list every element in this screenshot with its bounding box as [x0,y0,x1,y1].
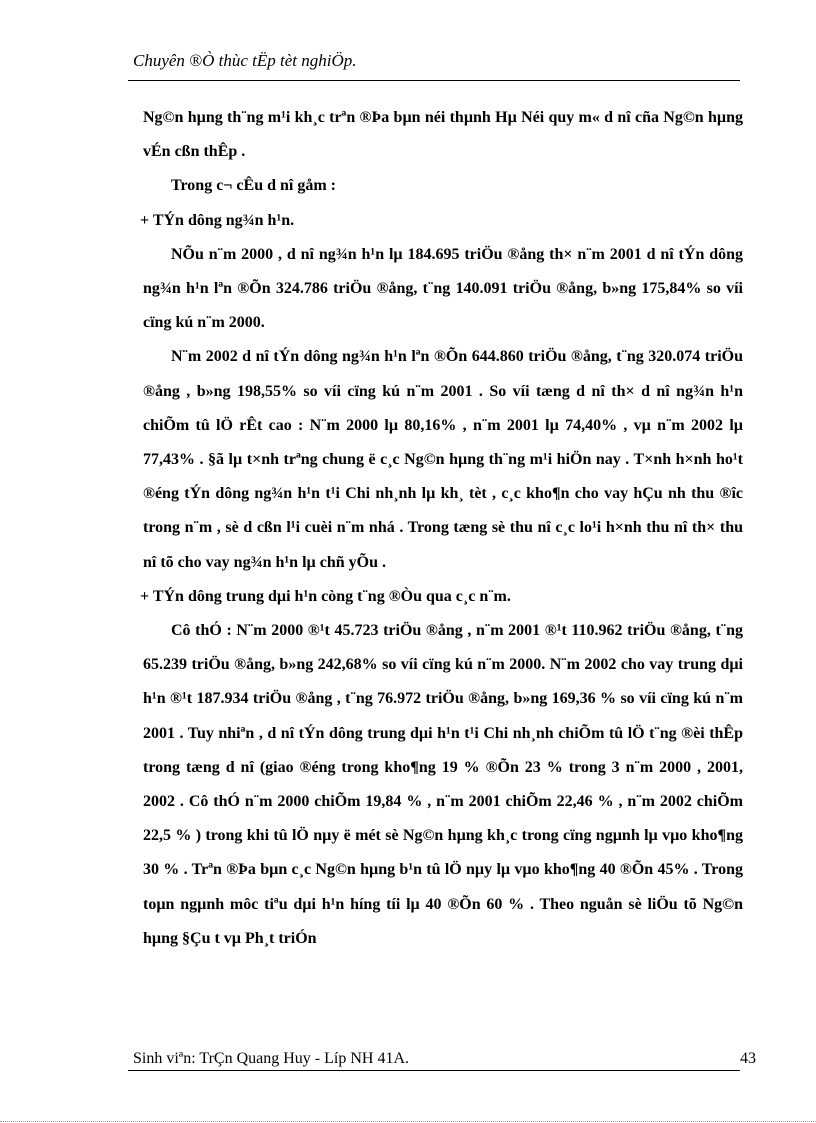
document-body [140,101,743,956]
paragraph-2000-2001: NÕu n¨m 2000 , d nî ng¾n h¹n lµ 184.695 triÖu ®ång th× n¨m 2001 d nî tÝn dông ng¾n h¹n lªn ®Õn 324.786 triÖu ®ång, t¨ng 140.091 triÖu ®ång, b»ng 175,84% so víi cïng kú n¨m 2000. [143,245,743,332]
running-header: Chuyên ®Ò thùc tËp tèt nghiÖp. [133,51,357,70]
paragraph-details: Cô thÓ : N¨m 2000 ®¹t 45.723 triÖu ®ång , n¨m 2001 ®¹t 110.962 triÖu ®ång, t¨ng 65.239 triÖu ®ång, b»ng 242,68% so víi cïng kú n¨m 2000. N¨m 2002 cho vay trung dµi h¹n ®¹t 187.934 triÖu ®ång , t¨ng 76.972 triÖu ®ång, b»ng 169,36 % so víi cïng kú n¨m 2001 . Tuy nhiªn , d nî tÝn dông trung dµi h¹n t¹i Chi nh¸nh chiÕm tû lÖ t¨ng ®èi thÊp trong tæng d nî (giao ®éng trong kho¶ng 19 % ®Õn 23 % trong 3 n¨m 2000 , 2001, 2002 . Cô thÓ n¨m 2000 chiÕm 19,84 % , n¨m 2001 chiÕm 22,46 % , n¨m 2002 chiÕm 22,5 % ) trong khi tû lÖ nµy ë mét sè Ng©n hµng kh¸c trong cïng ngµnh lµ vµo kho¶ng 30 % . Trªn ®Þa bµn c¸c Ng©n hµng b¹n tû lÖ nµy lµ vµo kho¶ng 40 ®Õn 45% . Trong toµn ngµnh môc tiªu dµi h¹n híng tíi lµ 40 ®Õn 60 % . Theo nguån sè liÖu tõ Ng©n hµng §Çu t vµ Ph¸t triÓn [143,622,743,947]
page-number: 43 [740,1050,756,1067]
footer-author: Sinh viªn: TrÇn Quang Huy - Líp NH 41A. [133,1050,409,1067]
bullet-medium-long-term-credit: + TÝn dông trung dµi h¹n còng t¨ng ®Òu qua c¸c n¨m. [140,587,511,605]
paragraph-2002: N¨m 2002 d nî tÝn dông ng¾n h¹n lªn ®Õn 644.860 triÖu ®ång, t¨ng 320.074 triÖu ®ång , b»ng 198,55% so víi cïng kú n¨m 2001 . So víi tæng d nî th× d nî ng¾n h¹n chiÕm tû lÖ rÊt cao : N¨m 2000 lµ 80,16% , n¨m 2001 lµ 74,40% , vµ n¨m 2002 lµ 77,43% . §ã lµ t×nh trªng chung ë c¸c Ng©n hµng th¨ng m¹i hiÖn nay . T×nh h×nh ho¹t ®éng tÝn dông ng¾n h¹n t¹i Chi nh¸nh lµ kh¸ tèt , c¸c kho¶n cho vay hÇu nh thu ®îc trong n¨m , sè d cßn l¹i cuèi n¨m nhá . Trong tæng sè thu nî c¸c lo¹i h×nh thu nî th× thu nî tõ cho vay ng¾n h¹n lµ chñ yÕu . [143,348,743,571]
header-divider [128,80,740,81]
page-bottom-dotted-line [0,1121,816,1122]
paragraph-structure-intro: Trong c¬ cÊu d nî gåm : [171,177,336,195]
bullet-short-term-credit: + TÝn dông ng¾n h¹n. [140,211,295,229]
paragraph-1: Ng©n hµng th¨ng m¹i kh¸c trªn ®Þa bµn néi thµnh Hµ Néi quy m« d nî cña Ng©n hµng vÉn cßn thÊp . [143,109,743,161]
footer-divider [128,1070,740,1071]
